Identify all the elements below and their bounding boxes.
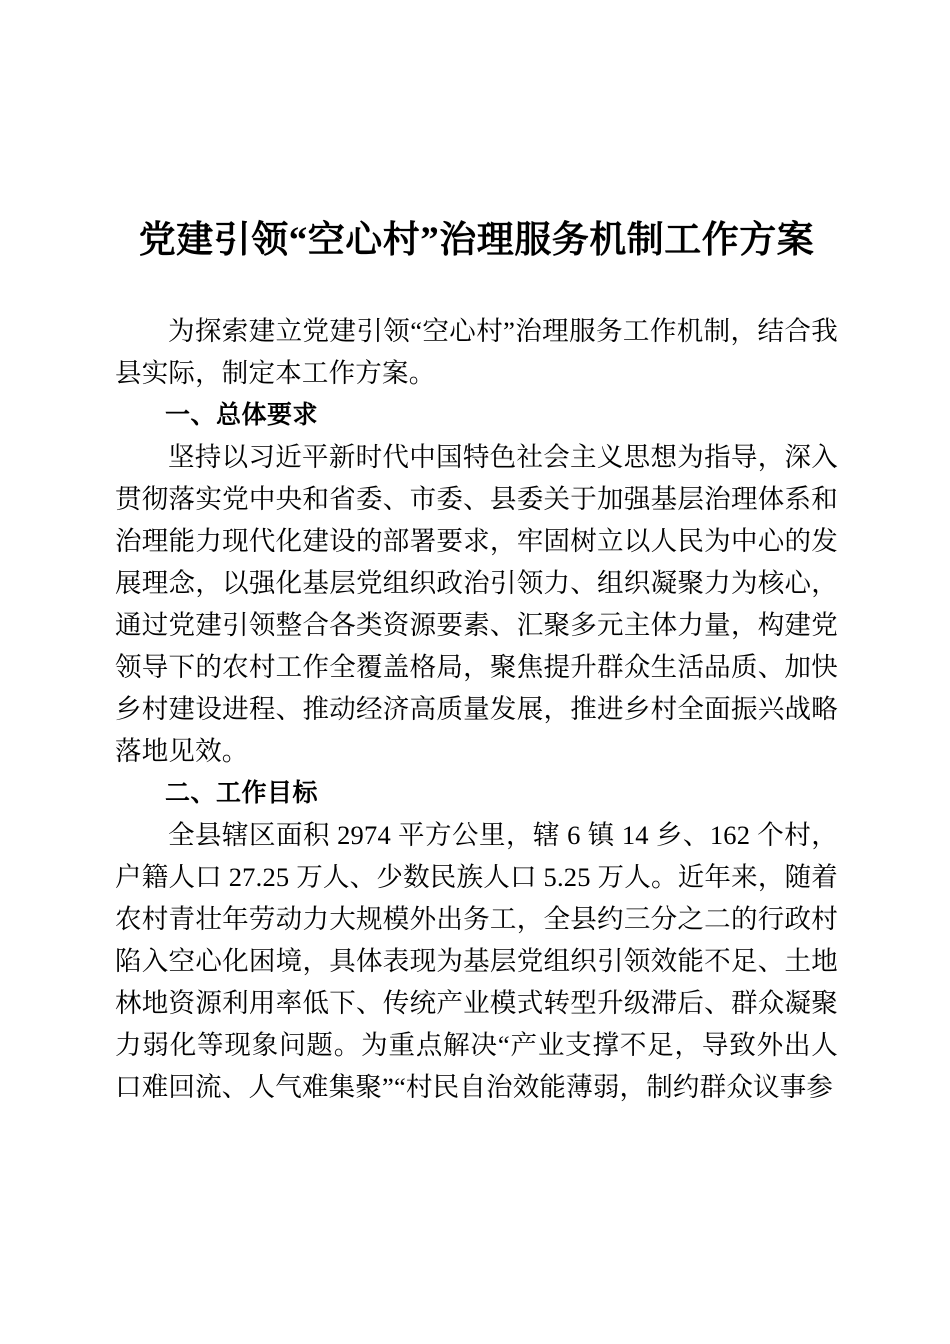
page-title: 党建引领“空心村”治理服务机制工作方案 <box>138 220 815 261</box>
title-spacer <box>115 264 838 310</box>
intro-paragraph: 为探索建立党建引领“空心村”治理服务工作机制，结合我县实际，制定本工作方案。 <box>115 316 838 388</box>
section-1-paragraph: 坚持以习近平新时代中国特色社会主义思想为指导，深入贯彻落实党中央和省委、市委、县委关于加强基层治理体系和治理能力现代化建设的部署要求，牢固树立以人民为中心的发展理念，以强化基层党组织政治引领力、组织凝聚力为核心，通过党建引领整合各类资源要素、汇聚多元主体力量，构建党领导下的农村工作全覆盖格局，聚焦提升群众生活品质、加快乡村建设进程、推动经济高质量发展，推进乡村全面振兴战略落地见效。 <box>115 442 838 766</box>
section-heading-2: 二、工作目标 <box>165 778 319 807</box>
section-2-paragraph: 全县辖区面积 2974 平方公里，辖 6 镇 14 乡、162 个村，户籍人口 27.25 万人、少数民族人口 5.25 万人。近年来，随着农村青壮年劳动力大规模外出务工，全县约三分之二的行政村陷入空心化困境，具体表现为基层党组织引领效能不足、土地林地资源利用率低下、传统产业模式转型升级滞后、群众凝聚力弱化等现象问题。为重点解决“产业支撑不足，导致外出人口难回流、人气难集聚”“村民自治效能薄弱，制约群众议事参 <box>115 820 838 1102</box>
document-body <box>115 310 838 1108</box>
section-heading-1: 一、总体要求 <box>165 400 319 429</box>
